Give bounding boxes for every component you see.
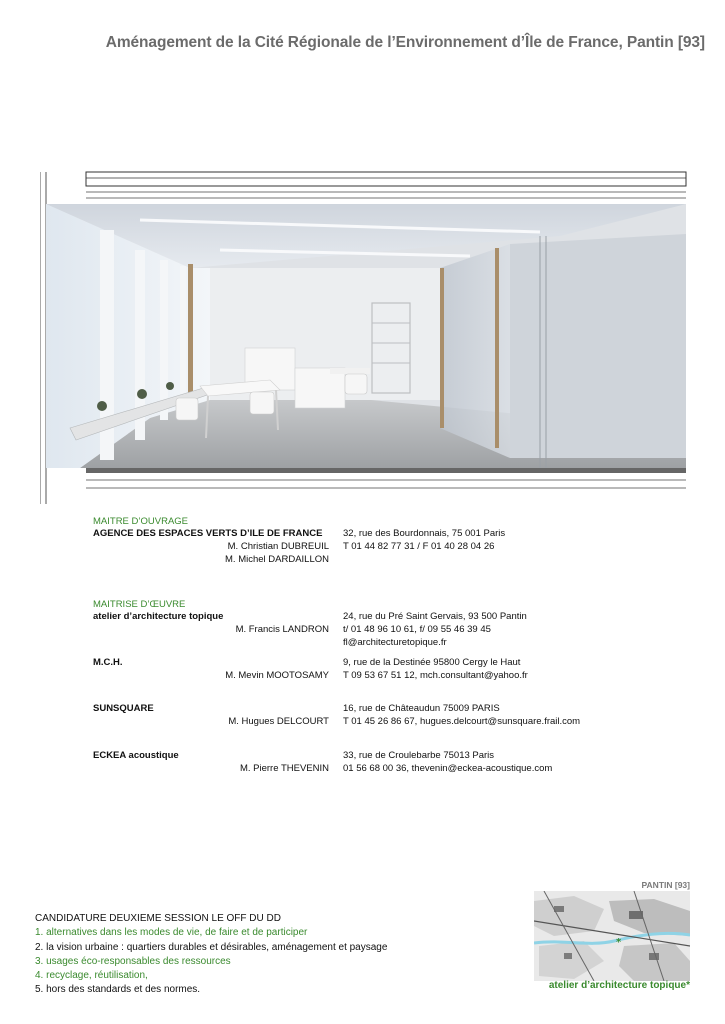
phone-fax: T 01 44 82 77 31 / F 01 40 28 04 26 — [343, 541, 495, 552]
candidature-item: 4. recyclage, réutilisation, — [35, 970, 148, 982]
person-name: M. Christian DUBREUIL — [227, 541, 329, 552]
map-label: PANTIN [93] — [641, 880, 690, 890]
candidature-item: 2. la vision urbaine : quartiers durables et désirables, aménagement et paysage — [35, 941, 388, 953]
credit-row — [93, 657, 593, 670]
credit-row — [93, 750, 593, 763]
credit-row — [93, 670, 593, 683]
credit-row — [93, 624, 593, 637]
address: 9, rue de la Destinée 95800 Cergy le Haut — [343, 657, 521, 668]
organization-name: AGENCE DES ESPACES VERTS D’ILE DE FRANCE — [93, 528, 323, 539]
interior-section-rendering — [40, 168, 688, 504]
candidature-item: 5. hors des standards et des normes. — [35, 984, 201, 996]
phone-email: 01 56 68 00 36, thevenin@eckea-acoustique.com — [343, 763, 553, 774]
credit-row — [93, 637, 593, 650]
svg-text:*: * — [616, 937, 622, 948]
person-name: M. Hugues DELCOURT — [228, 716, 329, 727]
person-name: M. Michel DARDAILLON — [225, 554, 329, 565]
person-name: M. Pierre THEVENIN — [239, 763, 329, 774]
candidature-item: 3. usages éco-responsables des ressources — [35, 955, 231, 967]
location-map — [534, 891, 690, 981]
email: fl@architecturetopique.fr — [343, 637, 447, 648]
credit-row — [93, 716, 593, 729]
section-heading-maitre-ouvrage: MAITRE D’OUVRAGE — [93, 516, 189, 527]
credit-row — [93, 554, 593, 567]
phone-email: T 01 45 26 86 67, hugues.delcourt@sunsquare.frail.com — [343, 716, 581, 727]
section-heading-maitrise-oeuvre: MAITRISE D’ŒUVRE — [93, 599, 186, 610]
page-title: Aménagement de la Cité Régionale de l’Environnement d’Île de France, Pantin [93] — [105, 34, 705, 51]
candidature-block — [35, 912, 387, 998]
credit-row — [93, 703, 593, 716]
phone-email: T 09 53 67 51 12, mch.consultant@yahoo.fr — [343, 670, 528, 681]
person-name: M. Francis LANDRON — [235, 624, 329, 635]
candidature-heading: CANDIDATURE DEUXIEME SESSION LE OFF DU DD — [35, 913, 281, 924]
person-name: M. Mevin MOOTOSAMY — [225, 670, 329, 681]
phone-fax: t/ 01 48 96 10 61, f/ 09 55 46 39 45 — [343, 624, 491, 635]
organization-name: atelier d’architecture topique — [93, 611, 224, 622]
candidature-item: 1. alternatives dans les modes de vie, de faire et de participer — [35, 927, 308, 939]
organization-name: M.C.H. — [93, 657, 123, 668]
address: 32, rue des Bourdonnais, 75 001 Paris — [343, 528, 506, 539]
address: 24, rue du Pré Saint Gervais, 93 500 Pantin — [343, 611, 527, 622]
organization-name: SUNSQUARE — [93, 703, 154, 714]
credit-row — [93, 763, 593, 776]
organization-name: ECKEA acoustique — [93, 750, 179, 761]
credit-row — [93, 611, 593, 624]
address: 33, rue de Croulebarbe 75013 Paris — [343, 750, 495, 761]
studio-signature: atelier d’architecture topique* — [548, 980, 690, 991]
credit-row — [93, 541, 593, 554]
credit-row — [93, 528, 593, 541]
address: 16, rue de Châteaudun 75009 PARIS — [343, 703, 500, 714]
